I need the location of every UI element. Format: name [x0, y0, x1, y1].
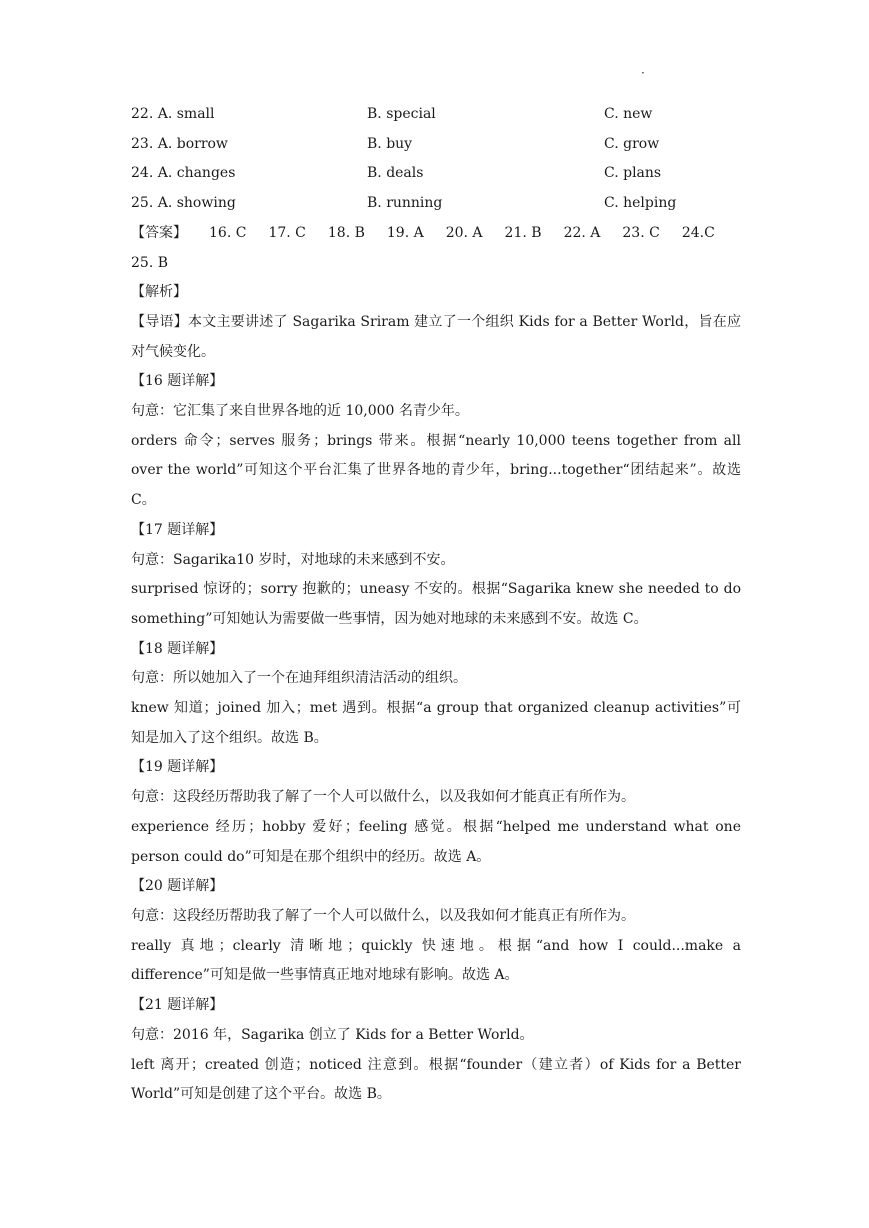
section-17 [131, 516, 741, 635]
section-heading: 【16 题详解】 [131, 373, 224, 390]
answer-item: 23. C [622, 224, 660, 241]
sentence-meaning: 句意：它汇集了来自世界各地的近 10,000 名青少年。 [131, 403, 469, 420]
option-row [131, 159, 741, 189]
options-list [131, 100, 741, 219]
answer-item: 17. C [268, 224, 306, 241]
document-body [131, 100, 741, 1110]
option-c: C. new [604, 106, 653, 122]
sentence-meaning: 句意：Sagarika10 岁时，对地球的未来感到不安。 [131, 551, 455, 568]
explanation: experience 经历；hobby 爱好；feeling 感觉。根据“helped me understand what one person could do”可知是在那个组织中的经历。故选 A。 [131, 818, 741, 865]
option-b: B. running [367, 195, 443, 212]
sentence-meaning: 句意：这段经历帮助我了解了一个人可以做什么，以及我如何才能真正有所作为。 [131, 789, 635, 806]
explanation: orders 命令；serves 服务；brings 带来。根据“nearly 10,000 teens together from all over the world”可知这个平台汇集了世界各地的青少年，bring...together“团结起来”。故选 C。 [131, 432, 741, 509]
section-heading: 【20 题详解】 [131, 878, 224, 895]
section-heading: 【19 题详解】 [131, 759, 224, 776]
explanation: surprised 惊讶的；sorry 抱歉的；uneasy 不安的。根据“Sagarika knew she needed to do something”可知她认为需要做一些事情，因为她对地球的未来感到不安。故选 C。 [131, 581, 741, 627]
sentence-meaning: 句意：这段经历帮助我了解了一个人可以做什么，以及我如何才能真正有所作为。 [131, 907, 635, 924]
section-heading: 【18 题详解】 [131, 640, 224, 657]
option-a: 22. A. small [131, 106, 215, 122]
explanation: knew 知道；joined 加入；met 遇到。根据“a group that organized cleanup activities”可知是加入了这个组织。故选 B。 [131, 700, 741, 746]
answer-label: 【答案】 [131, 224, 187, 241]
section-21 [131, 991, 741, 1110]
option-a: 24. A. changes [131, 165, 236, 182]
option-c: C. grow [604, 135, 660, 152]
section-20 [131, 872, 741, 991]
answer-item: 16. C [209, 224, 247, 241]
answer-item: 22. A [563, 224, 601, 241]
answer-item: 21. B [504, 224, 542, 241]
section-19 [131, 753, 741, 872]
answer-item: 18. B [327, 224, 365, 241]
option-row [131, 189, 741, 219]
option-b: B. buy [367, 135, 413, 152]
option-row [131, 100, 741, 130]
answer-item: 24. [681, 224, 705, 241]
answer-item: 19. A [386, 224, 424, 241]
answer-item: C [704, 224, 715, 241]
sentence-meaning: 句意：所以她加入了一个在迪拜组织清洁活动的组织。 [131, 670, 467, 687]
section-heading: 【17 题详解】 [131, 521, 224, 538]
option-a: 23. A. borrow [131, 135, 228, 152]
option-b: B. deals [367, 165, 424, 182]
analysis-label: 【解析】 [131, 284, 187, 301]
header-mark: · [641, 66, 645, 80]
intro-paragraph: 【导语】本文主要讲述了 Sagarika Sriram 建立了一个组织 Kids for a Better World，旨在应对气候变化。 [131, 313, 741, 360]
answer-item: 25. B [131, 254, 169, 271]
option-a: 25. A. showing [131, 195, 236, 212]
section-16 [131, 367, 741, 516]
option-c: C. helping [604, 195, 677, 212]
option-c: C. plans [604, 165, 662, 182]
explanation: really 真地；clearly 清晰地；quickly 快速地。根据“and how I could...make a difference”可知是做一些事情真正地对地球有影响。故选 A。 [131, 937, 741, 984]
option-b: B. special [367, 106, 436, 122]
answer-item: 20. A [445, 224, 483, 241]
section-heading: 【21 题详解】 [131, 997, 224, 1014]
option-row [131, 130, 741, 160]
sentence-meaning: 句意：2016 年，Sagarika 创立了 Kids for a Better World。 [131, 1026, 534, 1043]
answer-key [131, 219, 741, 278]
explanation: left 离开；created 创造；noticed 注意到。根据“founder（建立者）of Kids for a Better World”可知是创建了这个平台。故选 B。 [131, 1056, 741, 1103]
section-18 [131, 635, 741, 754]
